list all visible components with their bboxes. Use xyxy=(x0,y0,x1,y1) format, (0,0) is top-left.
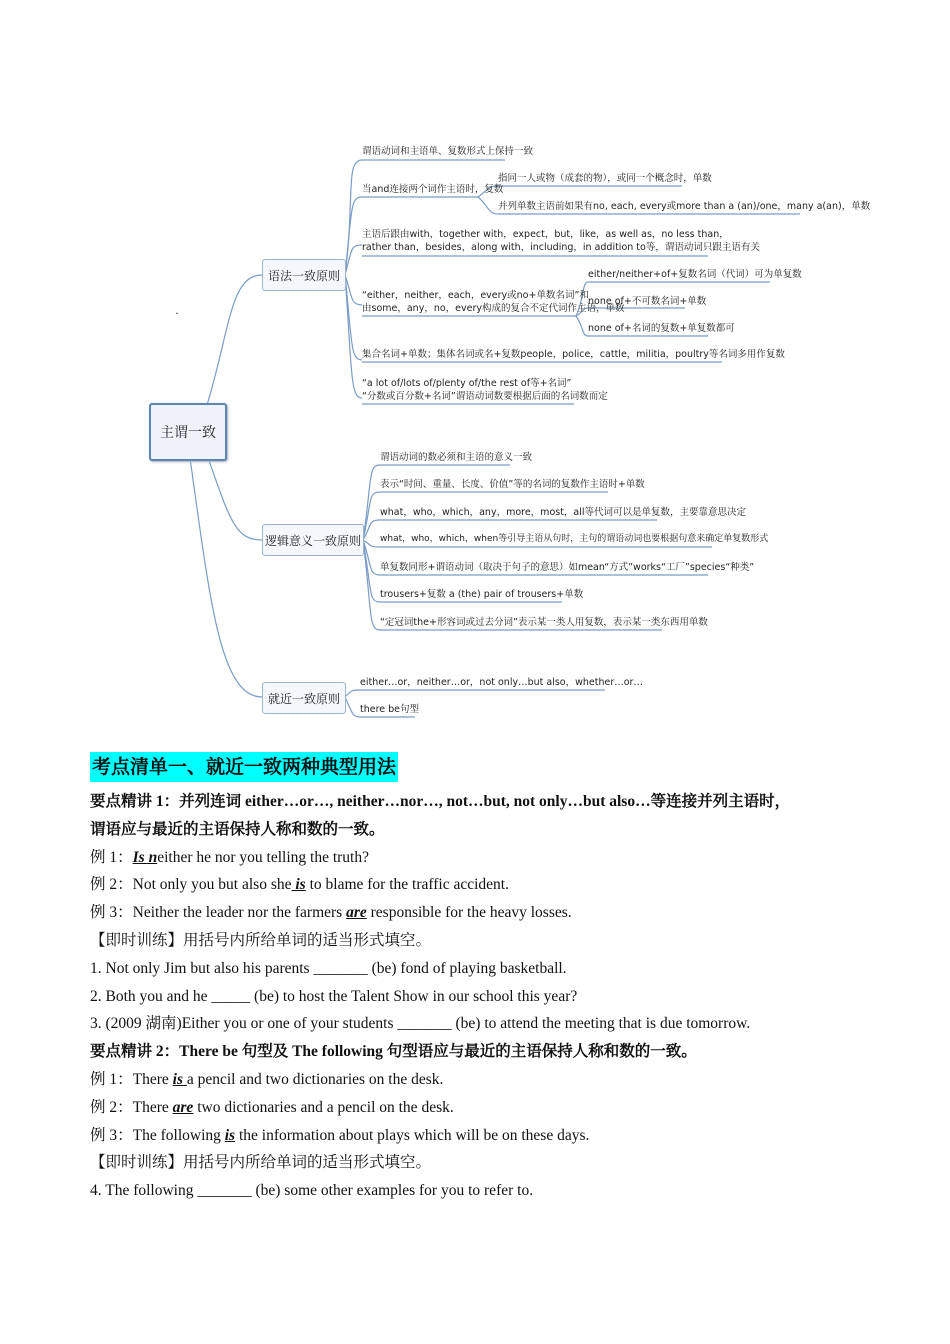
example-line: 例 3：The following is the information about plays which will be on these days. xyxy=(90,1126,590,1144)
node-text: “定冠词the+形容词或过去分词”表示某一类人用复数，表示某一类东西用单数 xyxy=(380,617,708,628)
answer: is xyxy=(224,1126,236,1144)
node-text: 谓语动词和主语单、复数形式上保持一致 xyxy=(362,146,534,157)
node-text: either…or，neither…or，not only…but also，whether…or… xyxy=(360,677,643,688)
answer: is xyxy=(172,1070,187,1088)
node-text: “分数或百分数+名词”谓语动词数要根据后面的名词数而定 xyxy=(362,391,608,402)
practice-instruction: 【即时训练】用括号内所给单词的适当形式填空。 xyxy=(90,1154,432,1172)
example-line: 例 1：Is neither he nor you telling the truth? xyxy=(90,848,369,866)
example-line: 例 3：Neither the leader nor the farmers are responsible for the heavy losses. xyxy=(90,904,572,922)
node-text: 指同一人或物（成套的物），或同一个概念时，单数 xyxy=(498,173,712,184)
node-text: trousers+复数 a (the) pair of trousers+单数 xyxy=(380,589,584,600)
node-text: 表示“时间、重量、长度、价值”等的名词的复数作主语时+单数 xyxy=(380,479,645,490)
answer: are xyxy=(172,1098,194,1116)
practice-instruction: 【即时训练】用括号内所给单词的适当形式填空。 xyxy=(90,931,432,949)
branch-proximity: 就近一致原则 xyxy=(262,682,346,714)
node-text: what，who，which，any，more，most，all等代词可以是单复数，主要靠意思决定 xyxy=(380,507,747,518)
node-text: there be句型 xyxy=(360,704,420,715)
example-line: 例 2：Not only you but also she is to blame for the traffic accident. xyxy=(90,876,509,894)
answer: are xyxy=(346,904,367,922)
node-text: rather than，besides，along with，including，in addition to等，谓语动词只跟主语有关 xyxy=(362,242,760,253)
node-text: none of+不可数名词+单数 xyxy=(588,296,707,307)
point-1-title: 要点精讲 1：并列连词 either…or…, neither…nor…, not…but, not only…but also…等连接并列主语时， xyxy=(90,793,791,810)
point-2-title: 要点精讲 2：There be 句型及 The following 句型语应与最近的主语保持人称和数的一致。 xyxy=(90,1043,697,1061)
branch-logic: 逻辑意义一致原则 xyxy=(262,524,364,556)
node-text: “a lot of/lots of/plenty of/the rest of等+名词” xyxy=(362,378,572,389)
example-line: 例 1：There is a pencil and two dictionaries on the desk. xyxy=(90,1070,444,1088)
node-text: what，who，which，when等引导主语从句时，主句的谓语动词也要根据句意来确定单复数形式 xyxy=(380,534,769,544)
mindmap-root: 主谓一致 xyxy=(149,403,227,461)
question: 2. Both you and he _____ (be) to host the Talent Show in our school this year? xyxy=(90,987,578,1005)
document-body xyxy=(90,752,870,1205)
node-text: “either，neither，each，every或no+单数名词”和 xyxy=(362,290,589,301)
node-text: 并列单数主语前如果有no, each, every或more than a (an)/one，many a(an)，单数 xyxy=(498,201,871,212)
node-text: 当and连接两个词作主语时，复数 xyxy=(362,184,504,195)
node-text: 集合名词+单数；集体名词或名+复数people，police，cattle，militia，poultry等名词多用作复数 xyxy=(362,349,785,360)
question: 4. The following _______ (be) some other examples for you to refer to. xyxy=(90,1182,534,1200)
question: 1. Not only Jim but also his parents _______ (be) fond of playing basketball. xyxy=(90,959,567,977)
node-text: 单复数同形+谓语动词（取决于句子的意思）如mean“方式”works“工厂”species“种类” xyxy=(380,562,755,573)
branch-grammar: 语法一致原则 xyxy=(262,259,346,291)
node-text: either/neither+of+复数名词（代词）可为单复数 xyxy=(588,269,802,280)
point-1-title-cont: 谓语应与最近的主语保持人称和数的一致。 xyxy=(90,820,385,838)
section-heading: 考点清单一、就近一致两种典型用法 xyxy=(90,752,398,782)
node-text: 主语后跟由with，together with，expect，but，like，as well as，no less than， xyxy=(362,229,729,240)
node-text: 由some，any，no，every构成的复合不定代词作主语，单数 xyxy=(362,303,625,314)
answer: is xyxy=(291,876,306,894)
answer: Is n xyxy=(132,848,158,866)
node-text: none of+名词的复数+单复数都可 xyxy=(588,323,735,334)
example-line: 例 2：There are two dictionaries and a pencil on the desk. xyxy=(90,1098,454,1116)
stray-dot: · xyxy=(175,306,179,320)
node-text: 谓语动词的数必须和主语的意义一致 xyxy=(380,452,533,463)
question: 3. (2009 湖南)Either you or one of your students _______ (be) to attend the meeting that is due tomorrow. xyxy=(90,1015,751,1033)
